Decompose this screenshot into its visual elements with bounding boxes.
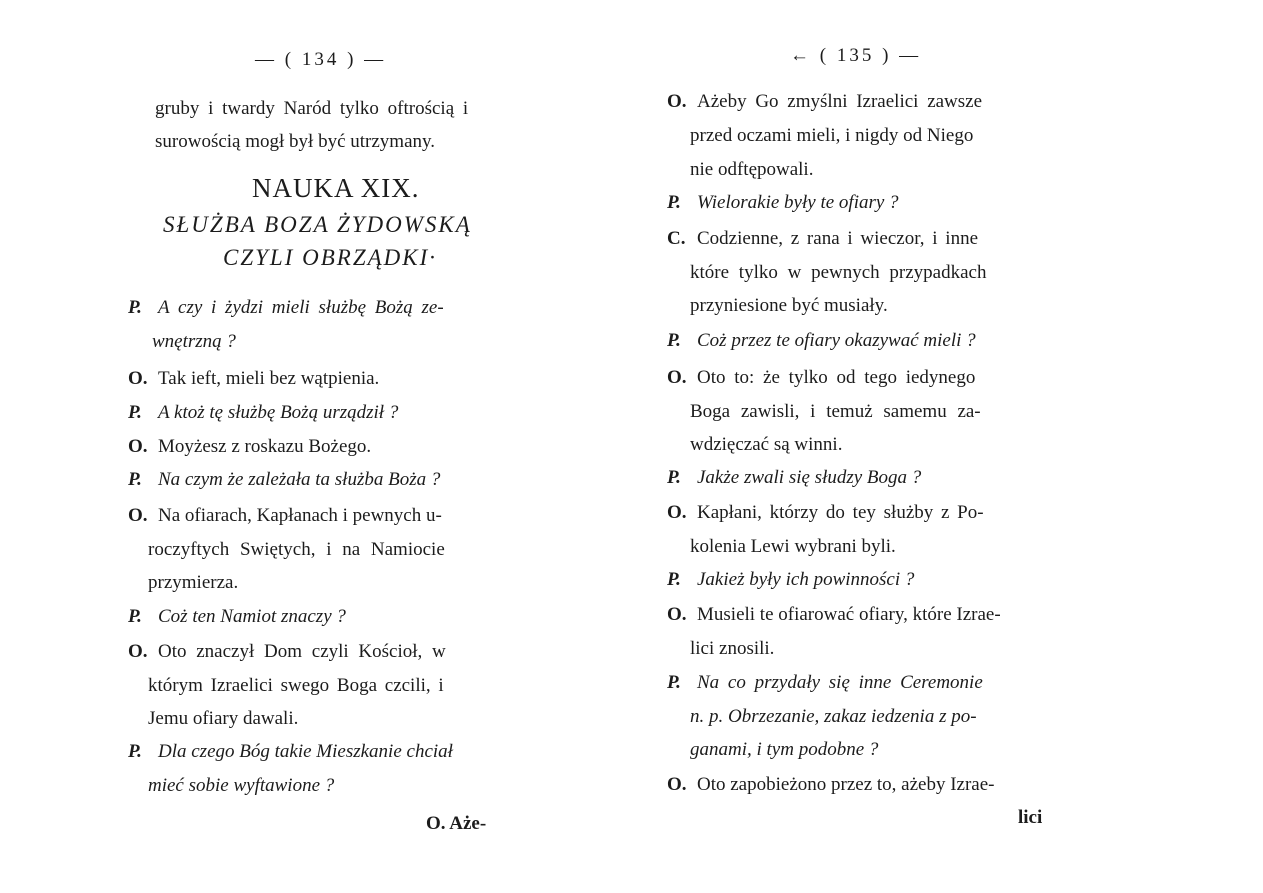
answer-line xyxy=(128,367,379,391)
answer-line xyxy=(667,227,978,251)
answer-text: Ażeby Go zmyślni Izraelici zawsze xyxy=(697,91,983,112)
answer-label: O. xyxy=(128,641,148,662)
answer-text: Boga zawisli, i temuż samemu za- xyxy=(690,401,981,422)
question-line xyxy=(128,740,453,764)
answer-text: kolenia Lewi wybrani byli. xyxy=(690,536,896,557)
answer-line xyxy=(667,501,984,525)
right-page xyxy=(632,0,1263,893)
answer-text: Oto znaczył Dom czyli Kościoł, w xyxy=(158,641,446,662)
question-text: Na czym że zależała ta służba Boża ? xyxy=(158,469,441,490)
answer-line xyxy=(128,640,446,664)
question-label: P. xyxy=(128,469,142,490)
question-line xyxy=(128,468,440,492)
answer-text: wdzięczać są winni. xyxy=(690,434,843,455)
question-line xyxy=(128,296,444,320)
question-text: A czy i żydzi mieli służbę Bożą ze- xyxy=(158,297,444,318)
answer-line xyxy=(128,435,371,459)
answer-text: przed oczami mieli, i nigdy od Niego xyxy=(690,125,974,146)
answer-text: Codzienne, z rana i wieczor, i inne xyxy=(697,228,979,249)
catchword: lici xyxy=(1018,807,1043,828)
question-label: P. xyxy=(128,402,142,423)
continuation-line: gruby i twardy Naród tylko oftrością i xyxy=(155,98,469,119)
answer-text: Musieli te ofiarować ofiary, które Izrae- xyxy=(697,604,1001,625)
question-label: P. xyxy=(667,672,681,693)
answer-text: Na ofiarach, Kapłanach i pewnych u- xyxy=(158,505,442,526)
question-label: P. xyxy=(667,192,681,213)
question-line xyxy=(667,329,976,353)
question-label: P. xyxy=(128,606,142,627)
answer-label: O. xyxy=(128,505,148,526)
catchword: O. Aże- xyxy=(426,813,487,834)
answer-label: C. xyxy=(667,228,686,249)
answer-line xyxy=(667,366,975,390)
question-line xyxy=(128,401,398,425)
question-line xyxy=(667,191,899,215)
question-text: Coż przez te ofiary okazywać mieli ? xyxy=(697,330,976,351)
answer-text: przymierza. xyxy=(148,572,239,593)
continuation-line: surowością mogł był być utrzymany. xyxy=(155,131,436,152)
answer-text: którym Izraelici swego Boga czcili, i xyxy=(148,675,444,696)
question-label: P. xyxy=(128,297,142,318)
page-number: ← ( 135 ) — xyxy=(790,45,922,66)
question-label: P. xyxy=(667,330,681,351)
question-line xyxy=(667,568,914,592)
question-text: mieć sobie wyftawione ? xyxy=(148,775,335,796)
question-text: ganami, i tym podobne ? xyxy=(690,739,879,760)
section-subheading: SŁUŻBA BOZA ŻYDOWSKĄ xyxy=(163,212,472,237)
section-heading: NAUKA XIX. xyxy=(252,173,420,203)
question-text: n. p. Obrzezanie, zakaz iedzenia z po- xyxy=(690,706,977,727)
answer-label: O. xyxy=(667,367,687,388)
answer-line xyxy=(667,773,995,797)
section-subheading: CZYLI OBRZĄDKI· xyxy=(223,245,438,270)
answer-text: które tylko w pewnych przypadkach xyxy=(690,262,987,283)
answer-text: Oto to: że tylko od tego iedynego xyxy=(697,367,976,388)
question-label: P. xyxy=(667,569,681,590)
question-text: Na co przydały się inne Ceremonie xyxy=(697,672,983,693)
page-number: — ( 134 ) — xyxy=(255,49,387,70)
answer-text: Moyżesz z roskazu Bożego. xyxy=(158,436,372,457)
answer-text: lici znosili. xyxy=(690,638,775,659)
question-text: Jakież były ich powinności ? xyxy=(697,569,915,590)
question-label: P. xyxy=(667,467,681,488)
question-line xyxy=(667,466,921,490)
answer-line xyxy=(128,504,442,528)
question-line xyxy=(667,671,983,695)
answer-label: O. xyxy=(667,774,687,795)
answer-text: Jemu ofiary dawali. xyxy=(148,708,299,729)
question-label: P. xyxy=(128,741,142,762)
answer-label: O. xyxy=(667,91,687,112)
answer-text: przyniesione być musiały. xyxy=(690,295,888,316)
answer-label: O. xyxy=(667,502,687,523)
question-text: A ktoż tę służbę Bożą urządził ? xyxy=(158,402,399,423)
question-line xyxy=(128,605,346,629)
question-text: wnętrzną ? xyxy=(152,331,236,352)
answer-text: roczyftych Swiętych, i na Namiocie xyxy=(148,539,445,560)
question-text: Wielorakie były te ofiary ? xyxy=(697,192,899,213)
answer-line xyxy=(667,603,1001,627)
answer-label: O. xyxy=(128,436,148,457)
question-text: Jakże zwali się słudzy Boga ? xyxy=(697,467,922,488)
question-text: Coż ten Namiot znaczy ? xyxy=(158,606,346,627)
answer-text: Kapłani, którzy do tey służby z Po- xyxy=(697,502,984,523)
answer-label: O. xyxy=(667,604,687,625)
answer-line xyxy=(667,90,982,114)
answer-text: nie odftępowali. xyxy=(690,159,814,180)
question-text: Dla czego Bóg takie Mieszkanie chciał xyxy=(158,741,453,762)
answer-text: Oto zapobieżono przez to, ażeby Izrae- xyxy=(697,774,995,795)
answer-label: O. xyxy=(128,368,148,389)
answer-text: Tak ieft, mieli bez wątpienia. xyxy=(158,368,380,389)
